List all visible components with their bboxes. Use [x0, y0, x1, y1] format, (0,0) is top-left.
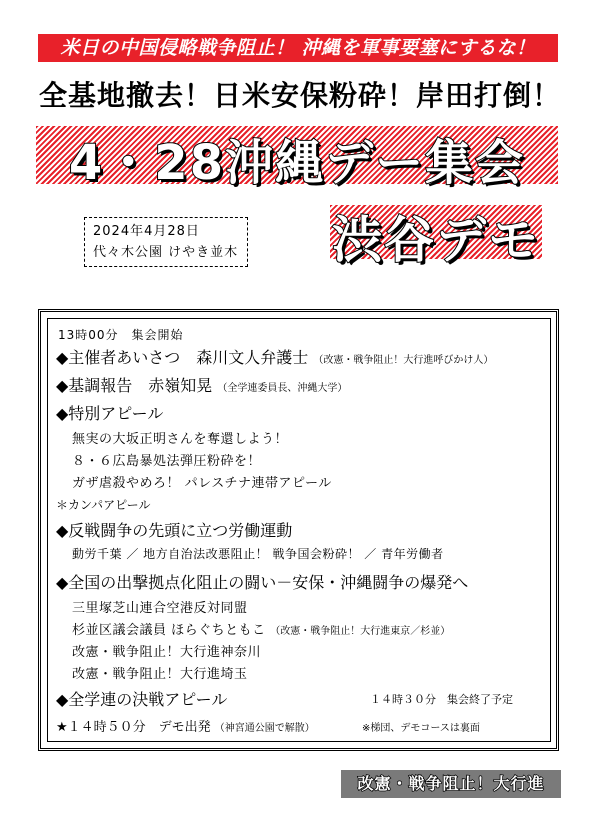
program-zengakuren: ◆全学連の決戦アピール — [56, 690, 228, 709]
end-time: １４時３０分 集会終了予定 — [370, 693, 513, 706]
slogan-headline: 全基地撤去！日米安保粉砕！岸田打倒！ — [38, 79, 561, 112]
program-national: ◆全国の出撃拠点化阻止の闘い－安保・沖縄闘争の爆発へ — [56, 573, 469, 592]
greeting-label: ◆主催者あいさつ 森川文人弁護士 — [56, 348, 309, 367]
reverse-note: ※梯団、デモコースは裏面 — [362, 723, 480, 734]
national-item — [72, 619, 450, 638]
special-item: ガザ虐殺やめろ！ パレスチナ連帯アピール — [72, 476, 332, 491]
national-item-note: （改憲・戦争阻止！大行進東京／杉並） — [270, 626, 451, 637]
keynote-note: （全学連委員長、沖縄大学） — [217, 383, 348, 394]
labor-detail: 動労千葉 ／ 地方自治法改悪阻止！ 戦争国会粉砕！ ／ 青年労働者 — [72, 547, 444, 561]
demo-start-label: ★１４時５０分 デモ出発 — [56, 720, 211, 735]
event-date: 2024年4月28日 — [93, 224, 200, 239]
program-keynote — [56, 373, 347, 396]
special-item: 無実の大坂正明さんを奪還しよう！ — [72, 432, 289, 447]
footer-organizer-badge: 改憲・戦争阻止！大行進 — [341, 770, 561, 798]
demo-title: 渋谷デモ — [332, 211, 540, 269]
national-item: 改憲・戦争阻止！大行進埼玉 — [72, 667, 248, 682]
national-item-text: 杉並区議会議員 ほらぐちともこ — [72, 623, 266, 638]
campaign-appeal: ＊カンパアピール — [56, 498, 151, 512]
event-title: 4・28沖縄デー集会 — [68, 135, 526, 191]
event-venue: 代々木公園 けやき並木 — [93, 245, 239, 260]
date-venue-box — [84, 217, 248, 267]
program-greeting — [56, 345, 493, 368]
keynote-label: ◆基調報告 赤嶺知晃 — [56, 376, 213, 395]
start-time: 13時00分 集会開始 — [58, 328, 184, 342]
demo-start-note: （神宮通公園で解散） — [214, 723, 315, 734]
national-item: 三里塚芝山連合空港反対同盟 — [72, 601, 248, 616]
program-labor: ◆反戦闘争の先頭に立つ労働運動 — [56, 521, 293, 540]
greeting-note: （改憲・戦争阻止！大行進呼びかけ人） — [313, 355, 494, 366]
national-item: 改憲・戦争阻止！大行進神奈川 — [72, 645, 262, 660]
program-special-appeal: ◆特別アピール — [56, 404, 164, 423]
top-banner: 米日の中国侵略戦争阻止！ 沖縄を軍事要塞にするな！ — [38, 34, 558, 62]
special-item: ８・６広島暴処法弾圧粉砕を！ — [72, 454, 262, 469]
demo-start — [56, 716, 315, 735]
